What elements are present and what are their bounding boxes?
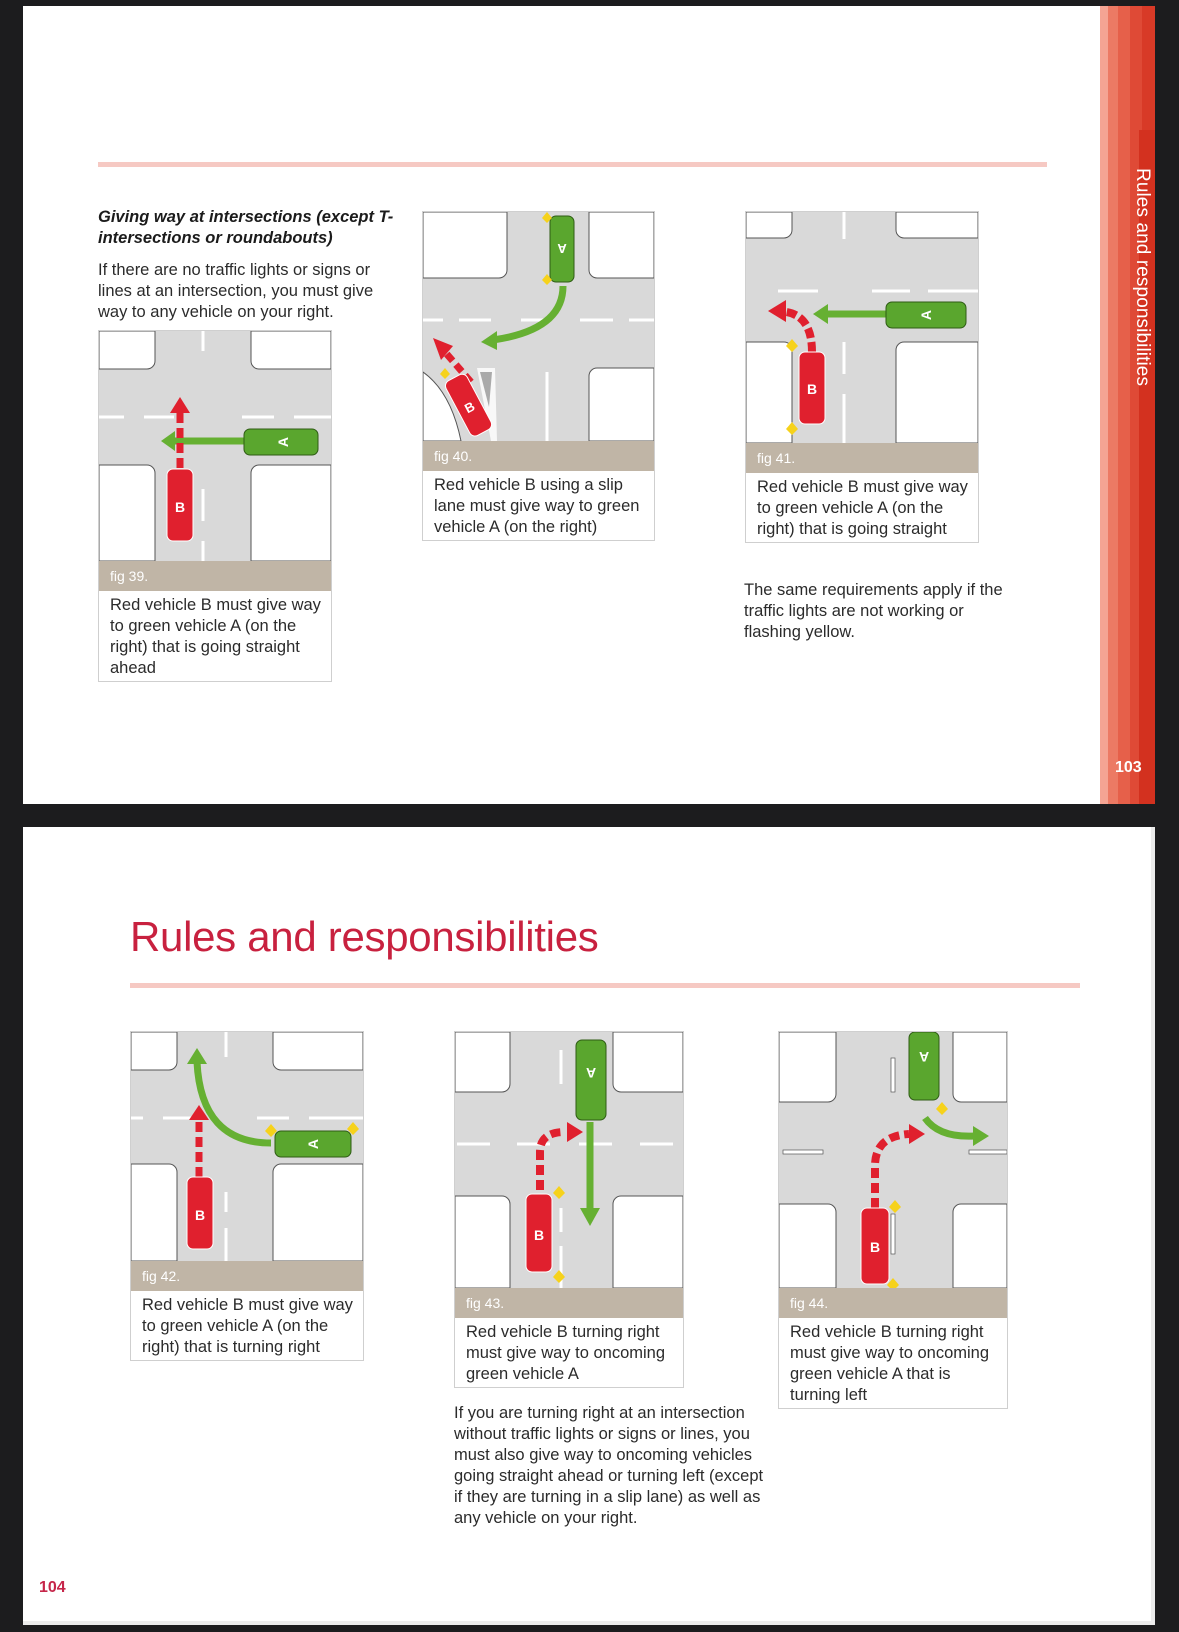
svg-text:B: B [194,1207,206,1223]
chapter-tab-title: Rules and responsibilities [1132,168,1153,387]
svg-text:A: A [557,241,567,256]
figure-caption: Red vehicle B must give way to green vehicle A (on the right) that is turning right [142,1296,353,1356]
figure-42 [130,1031,364,1361]
vehicle-a-green [909,1032,939,1100]
intersection-diagram [99,331,331,561]
svg-text:A: A [918,1049,930,1065]
vehicle-a-green [576,1040,606,1120]
intro-text: If there are no traffic lights or signs or lines at an intersection, you must give way to any vehicle on your right. [98,261,374,321]
svg-text:A: A [585,1065,597,1081]
vehicle-a-green [886,302,966,328]
svg-text:B: B [174,499,186,515]
vehicle-a-green [550,216,574,282]
header-rule [130,983,1080,988]
page-title: Rules and responsibilities [130,913,599,960]
figure-caption: Red vehicle B turning right must give way to oncoming green vehicle A [466,1323,666,1383]
page-number: 103 [1115,759,1142,776]
intersection-diagram [131,1032,363,1261]
figure-label: fig 43. [455,1288,683,1318]
vehicle-b-red [526,1194,552,1272]
svg-text:B: B [462,398,478,417]
figure-44 [778,1031,1008,1409]
figure-43 [454,1031,684,1388]
figure-39 [98,330,332,682]
figure-caption: Red vehicle B must give way to green vehicle A (on the right) that is going straight [757,478,968,538]
vehicle-b-red [861,1208,889,1284]
figure-41 [745,211,979,543]
svg-text:B: B [533,1227,545,1243]
figure-caption: Red vehicle B must give way to green vehicle A (on the right) that is going straight ahead [110,596,321,677]
vehicle-b-red [187,1177,213,1249]
figure-label: fig 39. [99,561,331,591]
vehicle-a-green [275,1131,351,1157]
page-103 [23,6,1155,804]
figure-caption: Red vehicle B turning right must give way to oncoming green vehicle A that is turning left [790,1323,990,1404]
intersection-diagram [455,1032,683,1288]
figure-label: fig 41. [746,443,978,473]
svg-text:A: A [305,1138,321,1150]
vehicle-a-green [244,429,318,455]
page-number: 104 [39,1579,66,1596]
intersection-diagram [746,212,978,443]
svg-text:A: A [275,436,291,448]
figure-caption: Red vehicle B using a slip lane must give way to green vehicle A (on the right) [434,476,640,536]
intersection-diagram [779,1032,1007,1288]
svg-text:A: A [918,309,934,321]
vehicle-b-red [167,469,193,541]
svg-text:B: B [869,1239,881,1255]
svg-text:B: B [806,381,818,397]
header-rule [98,162,1047,167]
note-text: If you are turning right at an intersection without traffic lights or signs or lines, you must also give way to oncoming vehicles going straight ahead or turning left (except if they are turning in a slip lane) as well as any vehicle on your right. [454,1404,764,1527]
figure-label: fig 44. [779,1288,1007,1318]
page-104 [23,827,1155,1625]
figure-label: fig 42. [131,1261,363,1291]
chapter-tab [1100,6,1155,804]
note-text: The same requirements apply if the traffic lights are not working or flashing yellow. [744,581,1003,641]
section-heading: Giving way at intersections (except T-intersections or roundabouts) [98,208,394,247]
vehicle-b-red [799,352,825,424]
figure-40 [422,211,655,541]
slip-lane-diagram [423,212,654,441]
figure-label: fig 40. [423,441,654,471]
